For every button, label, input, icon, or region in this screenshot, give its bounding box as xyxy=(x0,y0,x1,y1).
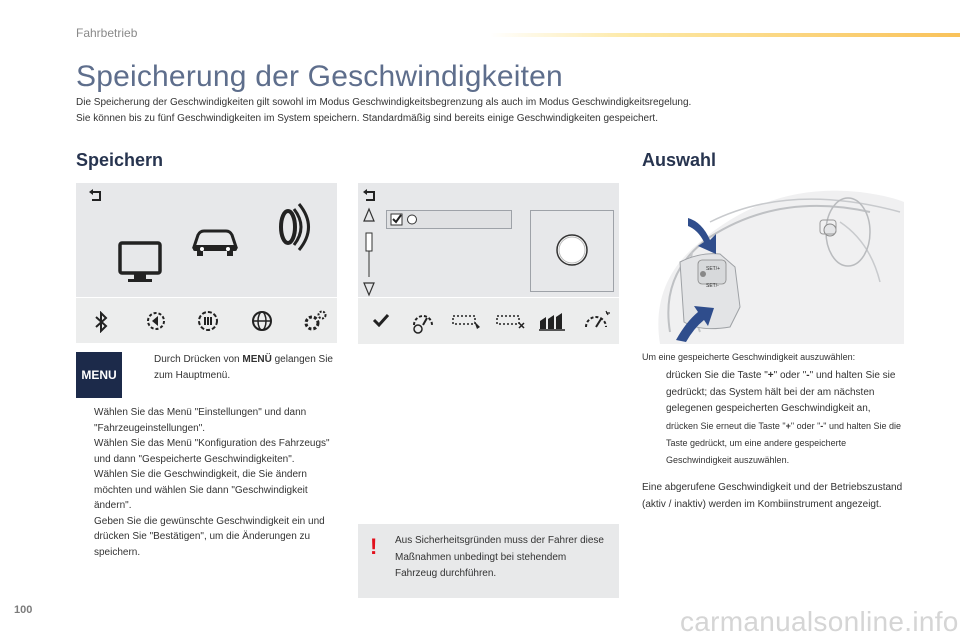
intro-line-1: Die Speicherung der Geschwindigkeiten gilt sowohl im Modus Geschwindigkeitsbegrenzung als auch im Modus Geschwindigkeitsregelung. xyxy=(76,97,692,108)
bluetooth-icon[interactable] xyxy=(92,311,112,333)
menu-button-badge: MENU xyxy=(76,352,122,398)
warning-icon: ! xyxy=(370,534,378,559)
screen-stored-speeds xyxy=(358,183,619,343)
screen-bottom-bar xyxy=(358,297,619,344)
warning-text: Aus Sicherheitsgründen muss der Fahrer diese Maßnahmen unbedingt bei stehendem Fahrzeug durchführen. xyxy=(395,535,604,579)
speed-list-row[interactable] xyxy=(386,210,512,229)
speed-preview-box xyxy=(530,210,614,292)
intro-line-2: Sie können bis zu fünf Geschwindigkeiten im System speichern. Standardmäßig sind bereits einige Geschwindigkeiten gespeichert. xyxy=(76,113,658,124)
media-icon[interactable] xyxy=(196,309,220,333)
steps-list xyxy=(76,405,338,560)
chart-icon[interactable] xyxy=(538,311,566,331)
checkbox-icon[interactable] xyxy=(390,213,420,226)
screen-main-menu xyxy=(76,183,337,343)
speaker-icon[interactable] xyxy=(272,201,314,253)
list-item: Wählen Sie das Menü "Konfiguration des Fahrzeugs" und dann "Gespeicherte Geschwindigkeiten". xyxy=(94,438,330,465)
heading-auswahl: Auswahl xyxy=(642,150,717,170)
car-icon[interactable] xyxy=(190,223,240,257)
menu-instruction: Durch Drücken von MENÜ gelangen Sie zum Hauptmenü. xyxy=(154,354,333,381)
warning-box xyxy=(358,524,619,598)
header-section-label: Fahrbetrieb xyxy=(76,26,138,40)
globe-icon[interactable] xyxy=(250,309,274,333)
selection-intro: Um eine gespeicherte Geschwindigkeit auszuwählen: xyxy=(642,352,856,362)
heading-speichern: Speichern xyxy=(76,150,164,170)
selection-list xyxy=(642,368,912,469)
watermark: carmanualsonline.info xyxy=(680,606,959,637)
list-item: Wählen Sie das Menü "Einstellungen" und dann "Fahrzeugeinstellungen". xyxy=(94,407,307,434)
steering-wheel-illustration xyxy=(640,182,904,344)
list-item: drücken Sie erneut die Taste "+" oder "-" und halten Sie die Taste gedrückt, um eine andere gespeicherte Geschwindigkeit auszuwählen. xyxy=(666,420,902,465)
speed-dial-icon xyxy=(553,231,591,269)
edit-icon[interactable] xyxy=(452,313,482,331)
monitor-icon[interactable] xyxy=(118,241,162,285)
menu-key: MENÜ xyxy=(242,354,272,365)
speedometer-icon[interactable] xyxy=(410,309,436,335)
back-arrow-icon[interactable] xyxy=(88,189,104,203)
list-item: drücken Sie die Taste "+" oder "-" und halten Sie sie gedrückt; das System hält bei der am nächsten gelegenen gespeicherten Geschwindigkeit an, xyxy=(666,370,896,414)
display-note: Eine abgerufene Geschwindigkeit und der Betriebszustand (aktiv / inaktiv) werden im Kombiinstrument angezeigt. xyxy=(642,482,903,510)
back-arrow-icon[interactable] xyxy=(362,189,378,203)
delete-icon[interactable] xyxy=(496,313,526,331)
wheel-label-set-plus: SET/+ xyxy=(706,266,721,272)
wheel-label-set-minus: SET/- xyxy=(706,283,719,289)
check-icon[interactable] xyxy=(372,313,390,327)
settings-icon[interactable] xyxy=(302,309,328,335)
navigation-icon[interactable] xyxy=(144,309,168,333)
header-rule xyxy=(490,33,960,37)
speed-icon[interactable] xyxy=(582,309,610,335)
list-item: Geben Sie die gewünschte Geschwindigkeit ein und drücken Sie "Bestätigen", um die Änderungen zu speichern. xyxy=(94,515,325,558)
page-title: Speicherung der Geschwindigkeiten xyxy=(76,60,563,93)
list-item: Wählen Sie die Geschwindigkeit, die Sie ändern möchten und wählen Sie dann "Geschwindigkeit ändern". xyxy=(94,469,308,511)
intro-text xyxy=(76,95,936,127)
page-number: 100 xyxy=(14,604,33,616)
scroll-bar[interactable] xyxy=(362,207,376,297)
